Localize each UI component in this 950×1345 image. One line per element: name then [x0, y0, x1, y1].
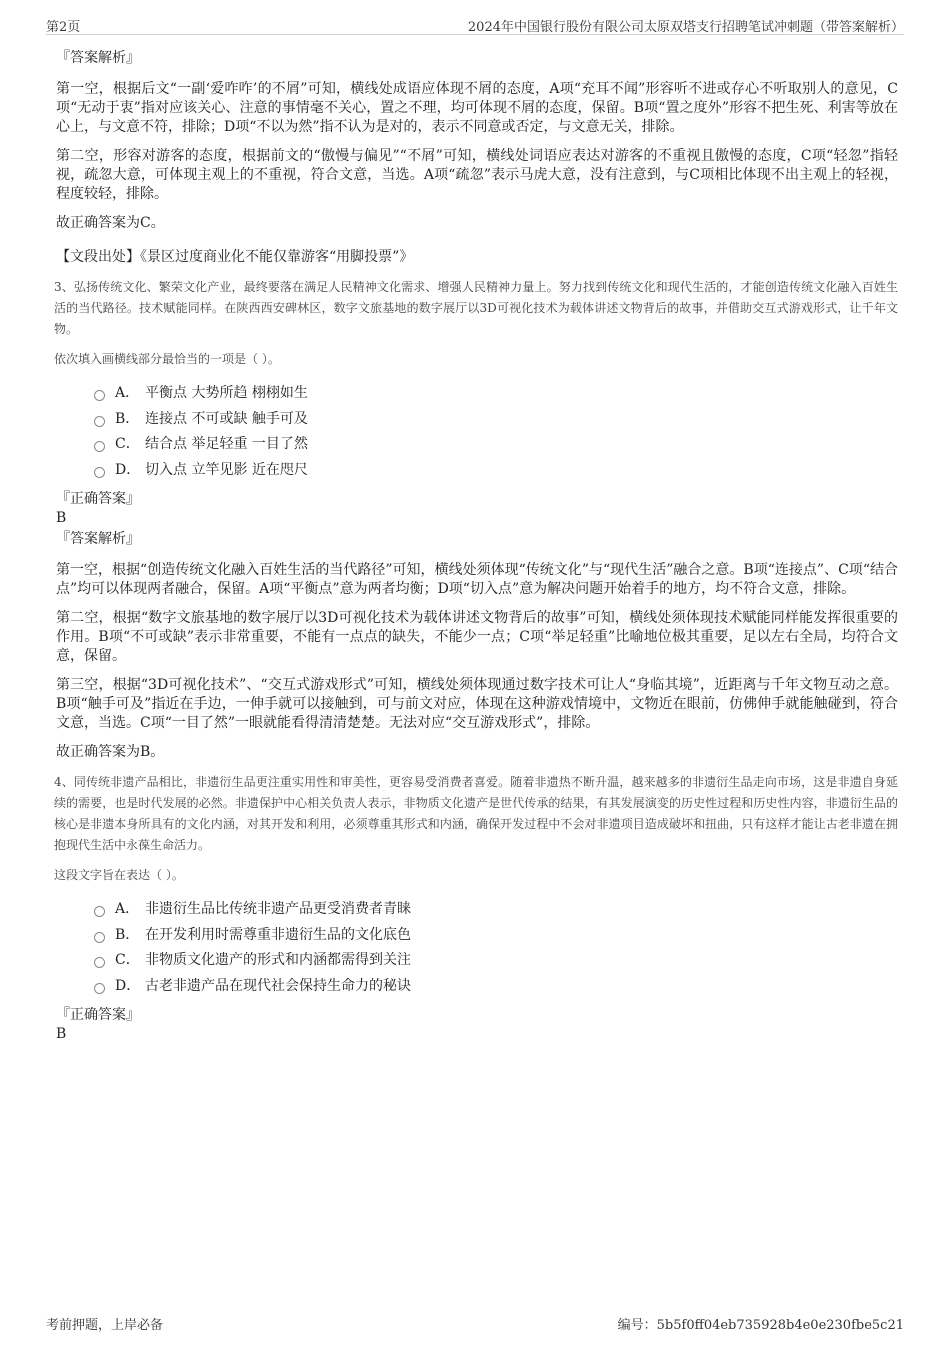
analysis-paragraph: 第一空，根据“创造传统文化融入百姓生活的当代路径”可知，横线处须体现“传统文化”与“现代生活”融合之意。B项“连接点”、C项“结合点”均可以体现两者融合，保留。A项“平衡点”意为两者均衡；D项“切入点”意为解决问题开始着手的地方，均不符合文意，排除。 [56, 562, 898, 597]
option-letter: C． [115, 952, 140, 968]
radio-icon[interactable] [94, 932, 105, 943]
page-header [46, 14, 904, 35]
analysis-paragraph: 第三空，根据“3D可视化技术”、“交互式游戏形式”可知，横线处须体现通过数字技术可让人“身临其境”，近距离与千年文物互动之意。B项“触手可及”指近在手边，一伸手就可以接触到，可与前文对应，体现在这种游戏情境中，文物近在眼前，仿佛伸手就能触碰到，符合文意，当选。C项“一目了然”一眼就能看得清清楚楚。无法对应“交互游戏形式”，排除。 [56, 677, 898, 731]
analysis-tag: 『答案解析』 [56, 531, 140, 547]
radio-icon[interactable] [94, 983, 105, 994]
question-3 [56, 277, 898, 762]
option-d[interactable] [94, 458, 898, 484]
document-body [56, 48, 898, 1047]
radio-icon[interactable] [94, 957, 105, 968]
correct-answer-tag: 『正确答案』 [56, 1007, 140, 1023]
option-b[interactable] [94, 923, 898, 949]
document-id: 编号：5b5f0ff04eb735928b4e0e230fbe5c21 [617, 1318, 904, 1333]
option-text: 结合点 举足轻重 一目了然 [145, 436, 308, 452]
analysis-paragraph: 第二空，根据“数字文旅基地的数字展厅以3D可视化技术为载体讲述文物背后的故事”可知，横线处须体现技术赋能同样能发挥很重要的作用。B项“不可或缺”表示非常重要，不能有一点点的缺失，不能少一点；C项“举足轻重”比喻地位极其重要，足以左右全局，均符合文意，保留。 [56, 610, 898, 664]
option-text: 非遗衍生品比传统非遗产品更受消费者青睐 [145, 901, 411, 917]
radio-icon[interactable] [94, 441, 105, 452]
option-d[interactable] [94, 974, 898, 1000]
option-c[interactable] [94, 432, 898, 458]
question-text: 3、弘扬传统文化、繁荣文化产业，最终要落在满足人民精神文化需求、增强人民精神力量上。努力找到传统文化和现代生活的，才能创造传统文化融入百姓生活的当代路径。技术赋能同样。在陕西西安碑林区，数字文旅基地的数字展厅以3D可视化技术为载体讲述文物背后的故事，并借助交互式游戏形式，让千年文物。 [54, 280, 898, 336]
option-a[interactable] [94, 897, 898, 923]
option-list [94, 897, 898, 999]
footer-slogan: 考前押题，上岸必备 [46, 1318, 164, 1333]
page-footer [46, 1314, 904, 1332]
option-letter: C． [115, 436, 140, 452]
analysis-section-q2 [56, 48, 898, 267]
option-letter: B． [115, 926, 140, 943]
option-letter: A． [115, 385, 140, 401]
analysis-paragraph: 第一空，根据后文“一副‘爱咋咋’的不屑”可知，横线处成语应体现不屑的态度，A项“充耳不闻”形容听不进或存心不听取别人的意见，C项“无动于衷”指对应该关心、注意的事情毫不关心，置之不理，均可体现不屑的态度，保留。B项“置之度外”形容不把生死、利害等放在心上，与文意不符，排除；D项“不以为然”指不认为是对的，表示不同意或否定，与文意无关，排除。 [56, 81, 898, 135]
option-b[interactable] [94, 407, 898, 433]
option-letter: B． [115, 410, 140, 427]
analysis-paragraph: 第二空，形容对游客的态度，根据前文的“傲慢与偏见”“不屑”可知，横线处词语应表达对游客的不重视且傲慢的态度，C项“轻忽”指轻视，疏忽大意，可体现主观上的不重视，符合文意，当选。A项“疏忽”表示马虎大意，没有注意到，与C项相比体现不出主观上的轻视，程度较轻，排除。 [56, 148, 898, 202]
option-text: 非物质文化遗产的形式和内涵都需得到关注 [145, 952, 411, 968]
option-letter: A． [115, 901, 140, 917]
radio-icon[interactable] [94, 906, 105, 917]
option-letter: D． [115, 977, 141, 994]
option-text: 切入点 立竿见影 近在咫尺 [145, 461, 308, 478]
correct-answer: B [56, 1026, 67, 1042]
radio-icon[interactable] [94, 416, 105, 427]
option-text: 古老非遗产品在现代社会保持生命力的秘诀 [145, 977, 411, 994]
question-prompt: 这段文字旨在表达（ ）。 [54, 868, 184, 882]
correct-answer: B [56, 510, 67, 526]
option-c[interactable] [94, 948, 898, 974]
passage-source: 【文段出处】《景区过度商业化不能仅靠游客“用脚投票”》 [56, 249, 414, 265]
option-letter: D． [115, 461, 141, 478]
analysis-conclusion: 故正确答案为C。 [56, 215, 165, 231]
analysis-conclusion: 故正确答案为B。 [56, 744, 165, 760]
option-text: 平衡点 大势所趋 栩栩如生 [145, 385, 308, 401]
question-text: 4、同传统非遗产品相比，非遗衍生品更注重实用性和审美性，更容易受消费者喜爱。随着非遗热不断升温，越来越多的非遗衍生品走向市场，这是非遗自身延续的需要，也是时代发展的必然。非遗保护中心相关负责人表示，非物质文化遗产是世代传承的结果，有其发展演变的历史性过程和历史性内容，非遗衍生品的核心是非遗本身所具有的文化内涵，对其开发和利用，必须尊重其形式和内涵，确保开发过程中不会对非遗项目造成破坏和扭曲，只有这样才能让古老非遗在拥抱现代生活中永葆生命活力。 [54, 775, 898, 852]
document-title: 2024年中国银行股份有限公司太原双塔支行招聘笔试冲刺题（带答案解析） [467, 20, 904, 35]
analysis-tag: 『答案解析』 [56, 50, 140, 66]
correct-answer-tag: 『正确答案』 [56, 491, 140, 507]
option-text: 连接点 不可或缺 触手可及 [145, 410, 308, 427]
page-number: 第2页 [46, 20, 81, 35]
option-list [94, 381, 898, 483]
question-prompt: 依次填入画横线部分最恰当的一项是（ ）。 [54, 352, 280, 366]
option-a[interactable] [94, 381, 898, 407]
radio-icon[interactable] [94, 390, 105, 401]
question-4 [56, 772, 898, 1043]
option-text: 在开发利用时需尊重非遗衍生品的文化底色 [145, 926, 411, 943]
radio-icon[interactable] [94, 467, 105, 478]
